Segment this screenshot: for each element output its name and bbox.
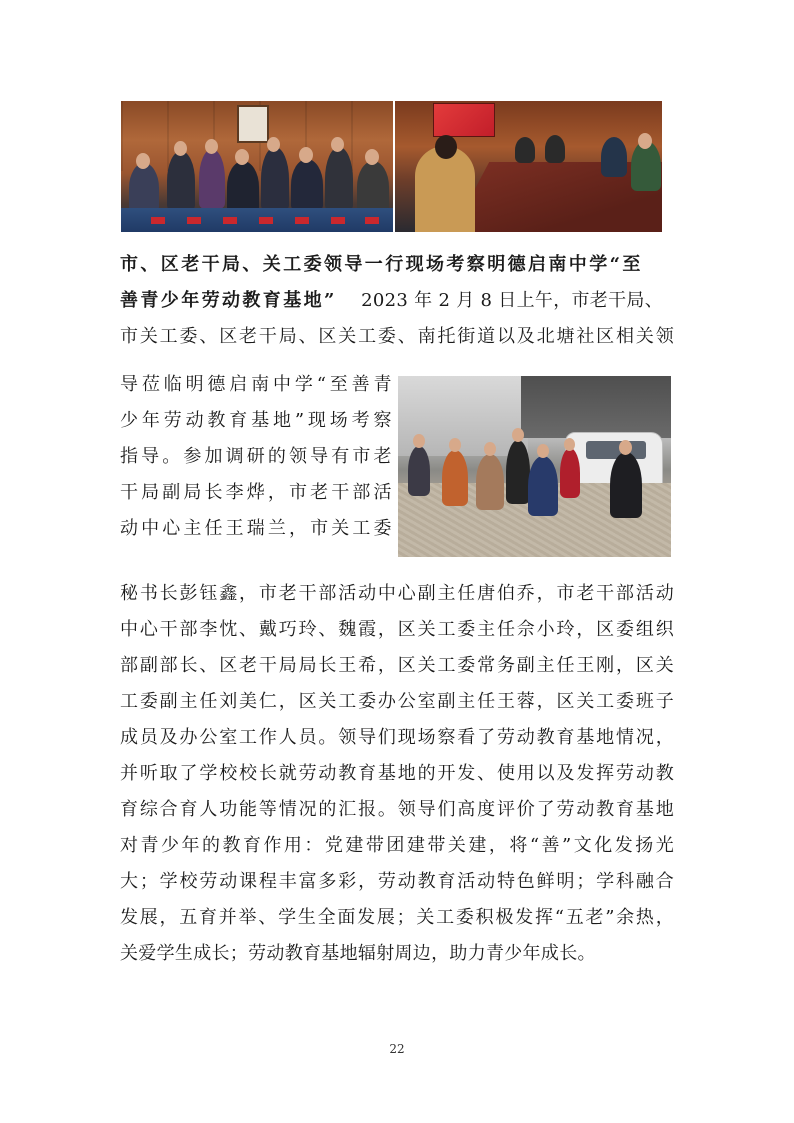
headline-text: 市、区老干局、关工委领导一行现场考察明德启南中学“至 (120, 254, 643, 275)
article-intro (120, 247, 674, 355)
article-body-line: 中心干部李忱、戴巧玲、魏霞，区关工委主任佘小玲，区委组织 (120, 619, 674, 640)
article-body-line: 关爱学生成长；劳动教育基地辐射周边，助力青少年成长。 (120, 943, 596, 964)
article-headline-line-1 (120, 247, 674, 283)
article-body-line: 对青少年的教育作用：党建带团建带关建，将“善”文化发扬光 (120, 835, 674, 856)
article-body-line: 指导。参加调研的领导有市老 (120, 446, 392, 467)
page-number: 22 (389, 1042, 405, 1056)
article-body-line: 并听取了学校校长就劳动教育基地的开发、使用以及发挥劳动教 (120, 763, 674, 784)
article-body-line: 干局副局长李烨，市老干部活 (120, 482, 392, 503)
article-body-line: 工委副主任刘美仁，区关工委办公室副主任王蓉，区关工委班子 (120, 691, 674, 712)
meeting-photo-right (395, 101, 662, 232)
article-body-line: 秘书长彭钰鑫，市老干部活动中心副主任唐伯乔，市老干部活动 (120, 583, 674, 604)
article-headline-line-2 (120, 283, 674, 319)
article-body-line: 育综合育人功能等情况的汇报。领导们高度评价了劳动教育基地 (120, 799, 674, 820)
article-body-line: 动中心主任王瑞兰，市关工委 (120, 518, 392, 539)
article-body-line: 导莅临明德启南中学“至善青 (120, 374, 392, 395)
body-text: 2023 年 2 月 8 日上午，市老干局、 (336, 290, 664, 311)
article-body-line: 部副部长、区老干局局长王希，区关工委常务副主任王刚，区关 (120, 655, 674, 676)
headline-text: 善青少年劳动教育基地” (120, 290, 337, 311)
article-body-line: 发展，五育并举、学生全面发展；关工委积极发挥“五老”余热， (120, 907, 674, 928)
article-body-line: 少年劳动教育基地”现场考察 (120, 410, 392, 431)
meeting-photo-left (121, 101, 393, 232)
top-photo-strip (121, 101, 662, 232)
site-visit-photo (398, 376, 671, 557)
article-wrapped-text (120, 367, 392, 547)
article-body-line: 市关工委、区老干局、区关工委、南托街道以及北塘社区相关领 (120, 326, 674, 347)
article-body (120, 576, 674, 972)
article-body-line: 大；学校劳动课程丰富多彩，劳动教育活动特色鲜明；学科融合 (120, 871, 674, 892)
article-body-line: 成员及办公室工作人员。领导们现场察看了劳动教育基地情况， (120, 727, 674, 748)
